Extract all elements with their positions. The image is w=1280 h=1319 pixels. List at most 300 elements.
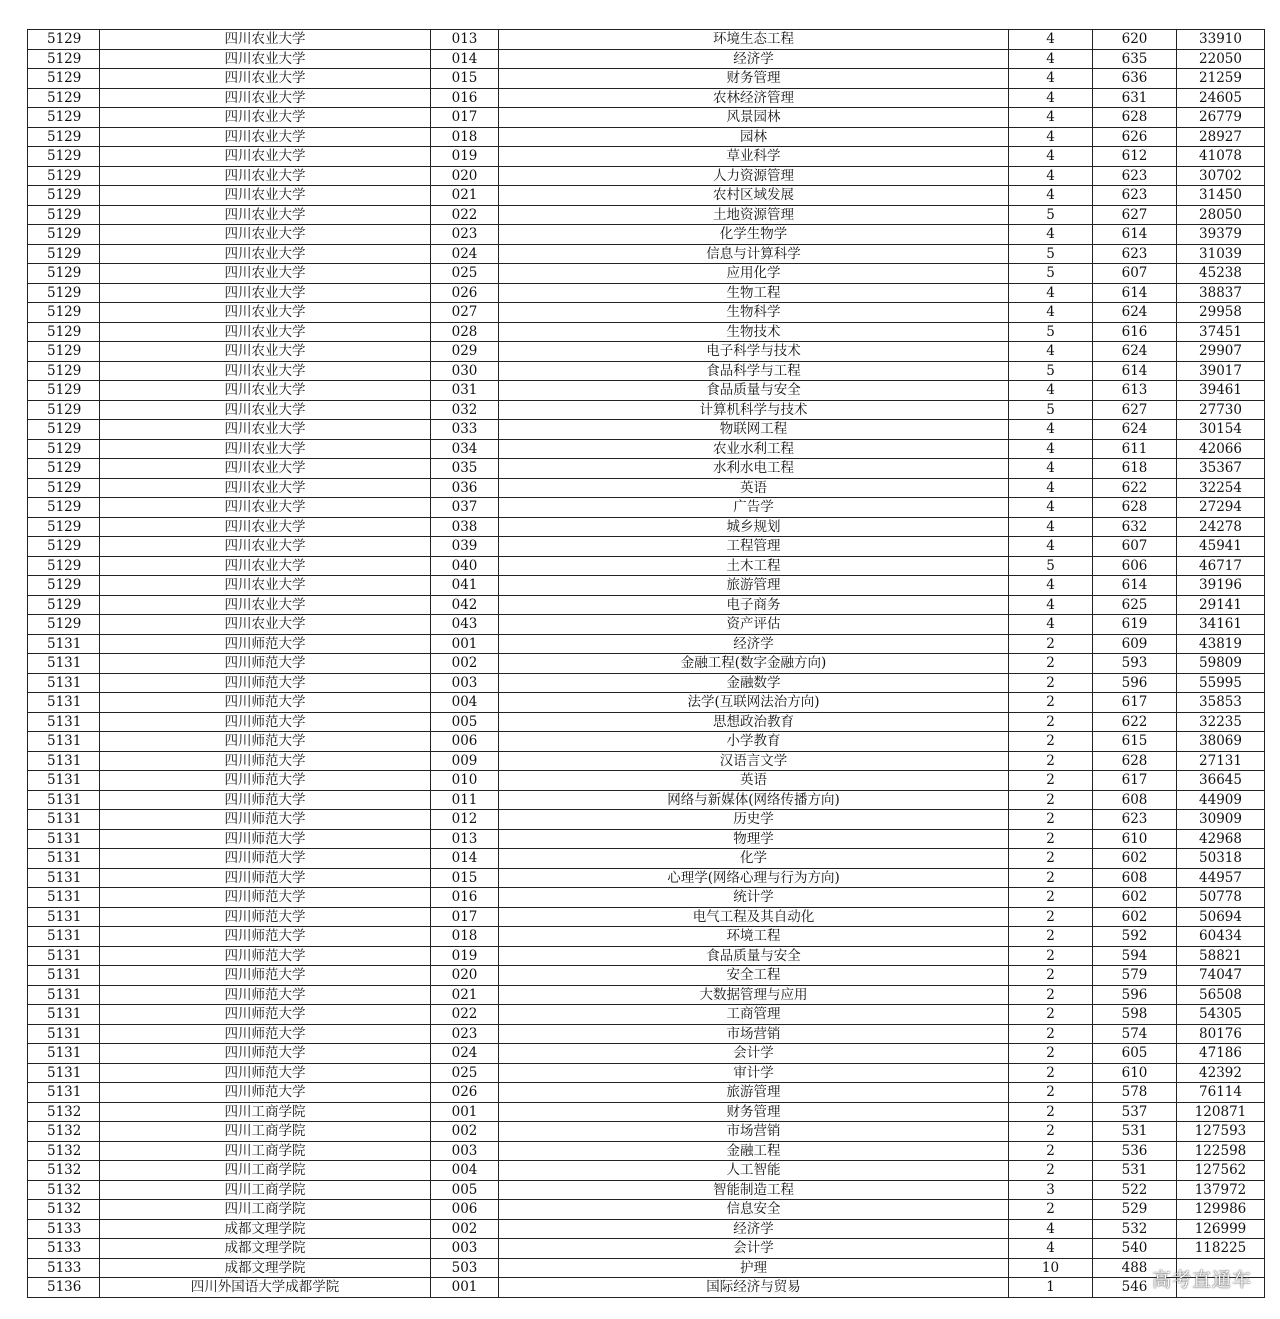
rank-cell: 44957	[1177, 868, 1265, 888]
school-code-cell: 5131	[28, 868, 100, 888]
school-code-cell: 5132	[28, 1122, 100, 1142]
school-code-cell: 5129	[28, 322, 100, 342]
major-name-cell: 市场营销	[499, 1024, 1009, 1044]
major-code-cell: 026	[431, 1083, 499, 1103]
rank-cell: 27730	[1177, 400, 1265, 420]
major-name-cell: 工程管理	[499, 537, 1009, 557]
major-name-cell: 人工智能	[499, 1161, 1009, 1181]
school-name-cell: 四川工商学院	[100, 1122, 431, 1142]
table-row	[28, 361, 1265, 381]
rank-cell: 50318	[1177, 849, 1265, 869]
school-name-cell: 四川师范大学	[100, 868, 431, 888]
duration-cell: 2	[1009, 771, 1093, 791]
school-code-cell: 5131	[28, 751, 100, 771]
min-score-cell: 532	[1093, 1219, 1177, 1239]
major-code-cell: 003	[431, 1239, 499, 1259]
major-code-cell: 022	[431, 205, 499, 225]
school-code-cell: 5129	[28, 264, 100, 284]
major-name-cell: 水利水电工程	[499, 459, 1009, 479]
school-name-cell: 四川师范大学	[100, 790, 431, 810]
duration-cell: 5	[1009, 264, 1093, 284]
school-name-cell: 四川农业大学	[100, 283, 431, 303]
school-code-cell: 5131	[28, 927, 100, 947]
duration-cell: 4	[1009, 1219, 1093, 1239]
rank-cell: 21259	[1177, 69, 1265, 89]
major-name-cell: 广告学	[499, 498, 1009, 518]
school-code-cell: 5131	[28, 888, 100, 908]
duration-cell: 2	[1009, 1063, 1093, 1083]
duration-cell: 5	[1009, 400, 1093, 420]
school-code-cell: 5129	[28, 400, 100, 420]
table-row	[28, 966, 1265, 986]
rank-cell: 32235	[1177, 712, 1265, 732]
school-name-cell: 四川师范大学	[100, 888, 431, 908]
rank-cell: 129986	[1177, 1200, 1265, 1220]
min-score-cell: 522	[1093, 1180, 1177, 1200]
min-score-cell: 607	[1093, 537, 1177, 557]
school-name-cell: 四川农业大学	[100, 127, 431, 147]
table-row	[28, 693, 1265, 713]
rank-cell: 35367	[1177, 459, 1265, 479]
rank-cell: 35853	[1177, 693, 1265, 713]
school-name-cell: 四川师范大学	[100, 771, 431, 791]
major-code-cell: 042	[431, 595, 499, 615]
table-row	[28, 342, 1265, 362]
min-score-cell: 636	[1093, 69, 1177, 89]
school-name-cell: 四川师范大学	[100, 946, 431, 966]
min-score-cell: 627	[1093, 205, 1177, 225]
school-code-cell: 5132	[28, 1161, 100, 1181]
school-name-cell: 四川农业大学	[100, 30, 431, 50]
school-name-cell: 四川农业大学	[100, 264, 431, 284]
school-code-cell: 5131	[28, 810, 100, 830]
table-row	[28, 1063, 1265, 1083]
school-code-cell: 5131	[28, 712, 100, 732]
duration-cell: 2	[1009, 1024, 1093, 1044]
major-name-cell: 英语	[499, 478, 1009, 498]
major-code-cell: 025	[431, 264, 499, 284]
duration-cell: 3	[1009, 1180, 1093, 1200]
duration-cell: 5	[1009, 322, 1093, 342]
admission-score-table	[27, 29, 1265, 1298]
table-row	[28, 498, 1265, 518]
rank-cell: 50694	[1177, 907, 1265, 927]
school-name-cell: 四川师范大学	[100, 1044, 431, 1064]
min-score-cell: 627	[1093, 400, 1177, 420]
rank-cell: 127593	[1177, 1122, 1265, 1142]
duration-cell: 2	[1009, 1044, 1093, 1064]
rank-cell: 118225	[1177, 1239, 1265, 1259]
major-name-cell: 土木工程	[499, 556, 1009, 576]
rank-cell: 22050	[1177, 49, 1265, 69]
duration-cell: 4	[1009, 49, 1093, 69]
table-row	[28, 400, 1265, 420]
major-code-cell: 021	[431, 186, 499, 206]
rank-cell: 56508	[1177, 985, 1265, 1005]
major-name-cell: 电子商务	[499, 595, 1009, 615]
major-name-cell: 信息与计算科学	[499, 244, 1009, 264]
rank-cell: 27131	[1177, 751, 1265, 771]
school-code-cell: 5129	[28, 342, 100, 362]
min-score-cell: 610	[1093, 1063, 1177, 1083]
duration-cell: 2	[1009, 966, 1093, 986]
major-code-cell: 023	[431, 1024, 499, 1044]
school-name-cell: 四川师范大学	[100, 1005, 431, 1025]
school-name-cell: 四川师范大学	[100, 907, 431, 927]
major-code-cell: 001	[431, 1278, 499, 1298]
school-name-cell: 四川师范大学	[100, 712, 431, 732]
rank-cell: 47186	[1177, 1044, 1265, 1064]
school-name-cell: 四川农业大学	[100, 166, 431, 186]
min-score-cell: 602	[1093, 849, 1177, 869]
school-name-cell: 四川农业大学	[100, 147, 431, 167]
major-name-cell: 化学	[499, 849, 1009, 869]
major-name-cell: 统计学	[499, 888, 1009, 908]
major-code-cell: 009	[431, 751, 499, 771]
min-score-cell: 598	[1093, 1005, 1177, 1025]
min-score-cell: 613	[1093, 381, 1177, 401]
table-row	[28, 283, 1265, 303]
min-score-cell: 628	[1093, 498, 1177, 518]
table-row	[28, 1239, 1265, 1259]
table-row	[28, 1161, 1265, 1181]
school-code-cell: 5131	[28, 693, 100, 713]
major-name-cell: 智能制造工程	[499, 1180, 1009, 1200]
school-name-cell: 四川工商学院	[100, 1180, 431, 1200]
min-score-cell: 623	[1093, 810, 1177, 830]
school-code-cell: 5131	[28, 634, 100, 654]
major-name-cell: 物联网工程	[499, 420, 1009, 440]
duration-cell: 4	[1009, 498, 1093, 518]
school-name-cell: 四川师范大学	[100, 1024, 431, 1044]
duration-cell: 5	[1009, 361, 1093, 381]
rank-cell: 29141	[1177, 595, 1265, 615]
school-name-cell: 四川师范大学	[100, 829, 431, 849]
major-name-cell: 生物技术	[499, 322, 1009, 342]
major-code-cell: 016	[431, 88, 499, 108]
min-score-cell: 624	[1093, 303, 1177, 323]
table-row	[28, 205, 1265, 225]
school-name-cell: 四川工商学院	[100, 1141, 431, 1161]
table-row	[28, 147, 1265, 167]
major-name-cell: 环境工程	[499, 927, 1009, 947]
school-code-cell: 5131	[28, 907, 100, 927]
min-score-cell: 626	[1093, 127, 1177, 147]
rank-cell: 33910	[1177, 30, 1265, 50]
duration-cell: 4	[1009, 88, 1093, 108]
major-code-cell: 034	[431, 439, 499, 459]
major-code-cell: 023	[431, 225, 499, 245]
major-name-cell: 农林经济管理	[499, 88, 1009, 108]
major-code-cell: 014	[431, 49, 499, 69]
major-name-cell: 物理学	[499, 829, 1009, 849]
major-code-cell: 004	[431, 1161, 499, 1181]
school-code-cell: 5131	[28, 771, 100, 791]
table-row	[28, 1005, 1265, 1025]
rank-cell: 42968	[1177, 829, 1265, 849]
major-code-cell: 011	[431, 790, 499, 810]
school-code-cell: 5129	[28, 205, 100, 225]
major-code-cell: 003	[431, 673, 499, 693]
table-row	[28, 1044, 1265, 1064]
min-score-cell: 596	[1093, 673, 1177, 693]
min-score-cell: 623	[1093, 186, 1177, 206]
school-name-cell: 四川农业大学	[100, 88, 431, 108]
school-code-cell: 5129	[28, 127, 100, 147]
school-name-cell: 四川农业大学	[100, 478, 431, 498]
school-name-cell: 四川农业大学	[100, 342, 431, 362]
table-row	[28, 1083, 1265, 1103]
major-code-cell: 019	[431, 946, 499, 966]
min-score-cell: 596	[1093, 985, 1177, 1005]
major-code-cell: 004	[431, 693, 499, 713]
school-code-cell: 5136	[28, 1278, 100, 1298]
duration-cell: 2	[1009, 634, 1093, 654]
min-score-cell: 620	[1093, 30, 1177, 50]
rank-cell: 39017	[1177, 361, 1265, 381]
school-name-cell: 四川师范大学	[100, 1083, 431, 1103]
rank-cell: 41078	[1177, 147, 1265, 167]
school-name-cell: 四川师范大学	[100, 673, 431, 693]
school-name-cell: 四川师范大学	[100, 985, 431, 1005]
rank-cell: 32254	[1177, 478, 1265, 498]
table-row	[28, 49, 1265, 69]
min-score-cell: 610	[1093, 829, 1177, 849]
rank-cell: 34161	[1177, 615, 1265, 635]
school-name-cell: 四川工商学院	[100, 1102, 431, 1122]
school-code-cell: 5129	[28, 108, 100, 128]
duration-cell: 4	[1009, 186, 1093, 206]
school-code-cell: 5131	[28, 1005, 100, 1025]
school-name-cell: 四川农业大学	[100, 517, 431, 537]
rank-cell: 58821	[1177, 946, 1265, 966]
duration-cell: 10	[1009, 1258, 1093, 1278]
min-score-cell: 602	[1093, 888, 1177, 908]
table-row	[28, 1102, 1265, 1122]
duration-cell: 2	[1009, 1005, 1093, 1025]
major-code-cell: 002	[431, 1219, 499, 1239]
major-code-cell: 002	[431, 1122, 499, 1142]
school-code-cell: 5131	[28, 1063, 100, 1083]
school-code-cell: 5129	[28, 166, 100, 186]
major-name-cell: 国际经济与贸易	[499, 1278, 1009, 1298]
major-code-cell: 031	[431, 381, 499, 401]
watermark-text: 高考直通车	[1151, 1269, 1252, 1291]
major-code-cell: 035	[431, 459, 499, 479]
rank-cell: 76114	[1177, 1083, 1265, 1103]
school-name-cell: 四川农业大学	[100, 205, 431, 225]
rank-cell: 46717	[1177, 556, 1265, 576]
rank-cell: 31039	[1177, 244, 1265, 264]
min-score-cell: 529	[1093, 1200, 1177, 1220]
table-row	[28, 108, 1265, 128]
major-code-cell: 015	[431, 868, 499, 888]
table-row	[28, 303, 1265, 323]
major-code-cell: 013	[431, 30, 499, 50]
major-name-cell: 会计学	[499, 1044, 1009, 1064]
rank-cell: 30154	[1177, 420, 1265, 440]
school-name-cell: 四川农业大学	[100, 595, 431, 615]
table-row	[28, 595, 1265, 615]
school-code-cell: 5129	[28, 498, 100, 518]
major-name-cell: 金融数学	[499, 673, 1009, 693]
school-name-cell: 四川农业大学	[100, 225, 431, 245]
major-name-cell: 食品科学与工程	[499, 361, 1009, 381]
min-score-cell: 617	[1093, 693, 1177, 713]
school-code-cell: 5129	[28, 186, 100, 206]
school-code-cell: 5129	[28, 303, 100, 323]
school-code-cell: 5131	[28, 829, 100, 849]
major-code-cell: 005	[431, 1180, 499, 1200]
min-score-cell: 536	[1093, 1141, 1177, 1161]
table-row	[28, 1219, 1265, 1239]
duration-cell: 4	[1009, 303, 1093, 323]
table-row	[28, 927, 1265, 947]
school-code-cell: 5129	[28, 88, 100, 108]
min-score-cell: 546	[1093, 1278, 1177, 1298]
school-name-cell: 四川农业大学	[100, 537, 431, 557]
major-name-cell: 心理学(网络心理与行为方向)	[499, 868, 1009, 888]
duration-cell: 4	[1009, 225, 1093, 245]
min-score-cell: 614	[1093, 361, 1177, 381]
min-score-cell: 607	[1093, 264, 1177, 284]
min-score-cell: 540	[1093, 1239, 1177, 1259]
major-name-cell: 财务管理	[499, 69, 1009, 89]
school-name-cell: 四川农业大学	[100, 186, 431, 206]
duration-cell: 2	[1009, 1141, 1093, 1161]
rank-cell: 50778	[1177, 888, 1265, 908]
rank-cell: 24605	[1177, 88, 1265, 108]
table-row	[28, 69, 1265, 89]
duration-cell: 2	[1009, 829, 1093, 849]
duration-cell: 2	[1009, 693, 1093, 713]
min-score-cell: 606	[1093, 556, 1177, 576]
table-row	[28, 225, 1265, 245]
major-name-cell: 小学教育	[499, 732, 1009, 752]
table-row	[28, 673, 1265, 693]
min-score-cell: 628	[1093, 751, 1177, 771]
school-code-cell: 5133	[28, 1239, 100, 1259]
school-name-cell: 四川师范大学	[100, 751, 431, 771]
table-row	[28, 556, 1265, 576]
school-name-cell: 四川农业大学	[100, 615, 431, 635]
school-code-cell: 5129	[28, 459, 100, 479]
school-code-cell: 5129	[28, 283, 100, 303]
school-name-cell: 四川农业大学	[100, 361, 431, 381]
table-row	[28, 264, 1265, 284]
duration-cell: 4	[1009, 576, 1093, 596]
major-code-cell: 018	[431, 927, 499, 947]
min-score-cell: 488	[1093, 1258, 1177, 1278]
school-name-cell: 四川农业大学	[100, 459, 431, 479]
table-row	[28, 946, 1265, 966]
duration-cell: 2	[1009, 927, 1093, 947]
school-code-cell: 5132	[28, 1180, 100, 1200]
school-name-cell: 四川工商学院	[100, 1200, 431, 1220]
duration-cell: 4	[1009, 342, 1093, 362]
school-name-cell: 四川农业大学	[100, 439, 431, 459]
school-code-cell: 5129	[28, 361, 100, 381]
table-row	[28, 615, 1265, 635]
min-score-cell: 531	[1093, 1122, 1177, 1142]
major-name-cell: 财务管理	[499, 1102, 1009, 1122]
school-code-cell: 5129	[28, 69, 100, 89]
school-code-cell: 5133	[28, 1219, 100, 1239]
major-code-cell: 040	[431, 556, 499, 576]
school-code-cell: 5131	[28, 732, 100, 752]
major-name-cell: 生物工程	[499, 283, 1009, 303]
school-name-cell: 四川农业大学	[100, 576, 431, 596]
duration-cell: 2	[1009, 1161, 1093, 1181]
min-score-cell: 632	[1093, 517, 1177, 537]
rank-cell: 126999	[1177, 1219, 1265, 1239]
major-code-cell: 019	[431, 147, 499, 167]
rank-cell: 127562	[1177, 1161, 1265, 1181]
duration-cell: 2	[1009, 849, 1093, 869]
table-row	[28, 654, 1265, 674]
rank-cell: 38837	[1177, 283, 1265, 303]
rank-cell: 29958	[1177, 303, 1265, 323]
major-code-cell: 013	[431, 829, 499, 849]
table-row	[28, 810, 1265, 830]
duration-cell: 4	[1009, 615, 1093, 635]
major-code-cell: 001	[431, 634, 499, 654]
school-name-cell: 四川工商学院	[100, 1161, 431, 1181]
school-code-cell: 5129	[28, 517, 100, 537]
major-code-cell: 006	[431, 732, 499, 752]
major-name-cell: 工商管理	[499, 1005, 1009, 1025]
school-code-cell: 5129	[28, 30, 100, 50]
major-name-cell: 经济学	[499, 634, 1009, 654]
rank-cell: 39379	[1177, 225, 1265, 245]
rank-cell: 60434	[1177, 927, 1265, 947]
school-code-cell: 5129	[28, 439, 100, 459]
major-code-cell: 041	[431, 576, 499, 596]
duration-cell: 4	[1009, 459, 1093, 479]
min-score-cell: 628	[1093, 108, 1177, 128]
school-code-cell: 5129	[28, 244, 100, 264]
rank-cell: 44909	[1177, 790, 1265, 810]
school-code-cell: 5129	[28, 225, 100, 245]
major-code-cell: 020	[431, 966, 499, 986]
school-name-cell: 四川农业大学	[100, 244, 431, 264]
duration-cell: 2	[1009, 790, 1093, 810]
major-name-cell: 生物科学	[499, 303, 1009, 323]
duration-cell: 2	[1009, 810, 1093, 830]
duration-cell: 4	[1009, 439, 1093, 459]
duration-cell: 2	[1009, 985, 1093, 1005]
table-row	[28, 1258, 1265, 1278]
major-name-cell: 化学生物学	[499, 225, 1009, 245]
school-code-cell: 5132	[28, 1102, 100, 1122]
major-name-cell: 英语	[499, 771, 1009, 791]
major-code-cell: 006	[431, 1200, 499, 1220]
table-row	[28, 537, 1265, 557]
min-score-cell: 592	[1093, 927, 1177, 947]
duration-cell: 4	[1009, 166, 1093, 186]
major-code-cell: 030	[431, 361, 499, 381]
duration-cell: 2	[1009, 751, 1093, 771]
table-row	[28, 30, 1265, 50]
table-row	[28, 732, 1265, 752]
duration-cell: 2	[1009, 946, 1093, 966]
table-row	[28, 829, 1265, 849]
min-score-cell: 578	[1093, 1083, 1177, 1103]
duration-cell: 4	[1009, 69, 1093, 89]
table-row	[28, 576, 1265, 596]
min-score-cell: 622	[1093, 478, 1177, 498]
major-code-cell: 503	[431, 1258, 499, 1278]
